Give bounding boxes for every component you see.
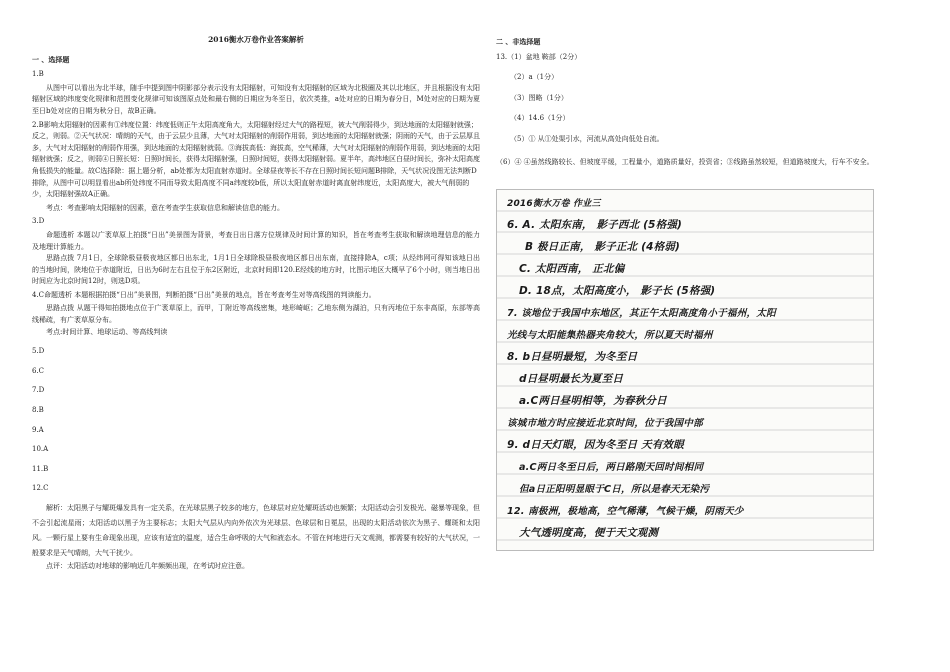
answer-q1: 1.B [32,70,44,79]
handwriting-line: 8. b日昼明最短，为冬至日 [507,351,638,363]
short-answer-q12: 12.C [32,484,49,493]
analysis-q3: 命题透析 本题以广袤草原上拍摄“日出”美景图为背景，考查日出日落方位规律及时间计算的知识，旨在考查考生获取和解读地理信息的能力及地理计算能力。 [32,230,480,251]
short-answer-q8: 8.B [32,406,44,415]
analysis-q4: 4.C命题透析 本题根据拍摄“日出”美景图，判断拍摄“日出”美景的地点，旨在考查考生对等高线图的判读能力。 [32,290,376,299]
answer-line-13-5: （5）① 从①处渠引水，河流从高处向低处自流。 [510,134,664,143]
handwriting-line: a.C两日昼明相等，为春秋分日 [519,395,667,407]
handwriting-line: 12. 南极洲，极地高，空气稀薄，气候干燥，阴雨天少 [507,506,744,517]
handwriting-line: D. 18点，太阳高度小， 影子长 (5格强) [519,285,716,297]
handwriting-line: 2016衡水万卷 作业三 [507,199,601,209]
handwriting-line: 大气透明度高，便于天文观测 [519,527,659,539]
short-answer-q5: 5.D [32,347,45,356]
handwriting-line: B 极日正南， 影子正北 (4格弱) [525,241,680,253]
handwriting-line: 光线与太阳能集热器夹角较大，所以夏天时福州 [507,330,713,341]
short-answer-q6: 6.C [32,366,45,375]
handwriting-line: d日昼明最长为夏至日 [519,373,624,385]
answer-line-13-3: （3）图略（1分） [510,93,568,102]
short-answer-q10: 10.A [32,445,49,454]
answer-line-13-4: （4）14.6（1分） [510,114,570,123]
note-q4: 考点:时间计算、地球运动、等高线判读 [46,327,168,336]
handwriting-line: 9. d日天灯眼，因为冬至日 天有效眼 [507,439,684,451]
handwriting-line: 该城市地方时应接近北京时间，位于我国中部 [507,418,703,429]
document-title: 2016衡水万卷作业答案解析 [208,35,304,44]
hint-q3: 思路点拨 7月1日，全球除极昼极夜地区都日出东北，1月1日全球除极昼极夜地区都日出东南，直接排除A，c项；从经纬网可得知该地日出的当地时间，陕地位于赤道附近，日出为6时左右且位于东2区附近，北京时间即120.E经线的地方时，比图示地区大概早了6个小时，则当地日出时间应为北京时间12时，则选D项。 [32,254,480,286]
section-heading-choice: 一 、选择题 [32,54,70,64]
short-answer-q9: 9.A [32,425,44,434]
handwriting-line: 7. 该地位于我国中东地区，其正午太阳高度角小于福州，太阳 [507,308,776,319]
answer-line-13-1: 13.（1）盆地 鞍部（2分） [496,52,582,61]
right-column [496,34,926,178]
handwriting-line: 但a日正阳明显眼于C日，所以是春天无染污 [519,484,710,495]
left-column [32,34,480,573]
note-q2: 考点：考查影响太阳辐射的因素，意在考查学生获取信息和解读信息的能力。 [46,203,284,212]
short-answer-q11: 11.B [32,464,49,473]
handwriting-line: 6. A. 太阳东南， 影子西北 (5格强) [507,219,683,231]
handwriting-line: a.C两日冬至日后，两日路刚天回时间相同 [519,462,704,473]
answer-line-13-2: （2）a（1分） [510,73,559,82]
answer-q3: 3.D [32,217,45,226]
handwriting-line: C. 太阳西南， 正北偏 [519,263,625,275]
answer-line-13-6: （6）④ ④虽然线路较长、但坡度平缓，工程量小，道路质量好，投资省；③线路虽然较短，但道路坡度大，行车不安全。 [496,157,874,166]
handwritten-answer-image [496,189,874,551]
explanation-q1: 从图中可以看出为北半球，随手中提到图中阴影部分表示没有太阳辐射，可知没有太阳辐射的区域为北极圈及其以北地区，并且根据没有太阳辐射区域的纬度变化规律和范围变化规律可知该图原点处和最右侧的日期应为冬至日，依次类推，a处对应的日期为春分日，M处对应的日期为夏至日b处对应的日期为秋分日，故B正确。 [32,83,480,115]
section-heading-nonchoice: 二 、非选择题 [496,37,541,46]
explanation-q2: 2.B影响太阳辐射的因素有①纬度位置：纬度低则正午太阳高度角大，太阳辐射经过大气的路程短，被大气削弱得少，到达地面的太阳辐射就强；反之，则弱。②天气状况：晴朗的天气，由于云层少且薄，大气对太阳辐射的削弱作用弱，到达地面的太阳辐射就强；阴雨的天气，由于云层厚且多，大气对太阳辐射的削弱作用强，到达地面的太阳辐射就弱。③海拔高低：海拔高，空气稀薄，大气对太阳辐射的削弱作用弱，到达地面的太阳辐射就强；反之，则弱④日照长短：日照时间长，获得太阳辐射强，日照时间短，获得太阳辐射弱。夏半年，高纬地区白昼时间长，弥补太阳高度角低损失的能量。故C选择除：据上题分析，ab处都为太阳直射赤道时。全球昼夜等长不存在日照时间长短问题B排除，天气状况没图无法判断D排除，从图中可以明显看出ab所处纬度不同而导致太阳高度不同a纬度较b低，所以太阳直射赤道时离直射纬度近，太阳高度大，被大气削弱的少，太阳辐射强故A正确。 [32,120,480,199]
explanation-q12: 解析：太阳黑子与耀斑爆发具有一定关系，在光球层黑子较多的地方，色球层对应处耀斑活动也频繁；太阳活动会引发极光、磁暴等现象，但不会引起流星雨；太阳活动以黑子为主要标志；太阳大气层从内向外依次为光球层、色球层和日冕层，出现的太阳活动依次为黑子、耀斑和太阳风。一颗行星上要有生命现象出现，应该有适宜的温度，适合生命呼吸的大气和液态水。不管在何地进行天文观测，都需要有较好的大气状况，一般要求是天气晴朗，大气干扰少。 [32,504,480,557]
short-answer-q7: 7.D [32,386,45,395]
hint-q4: 思路点拨 从题干得知拍摄地点位于广袤草原上，而甲，丁附近等高线密集，地形崎岖；乙地东侧为湖泊，只有丙地位于东非高原，东部等高线稀疏，有广袤草原分布。 [32,304,480,325]
note-q12: 点评：太阳活动对地球的影响近几年频频出现，在考试时应注意。 [46,562,249,570]
